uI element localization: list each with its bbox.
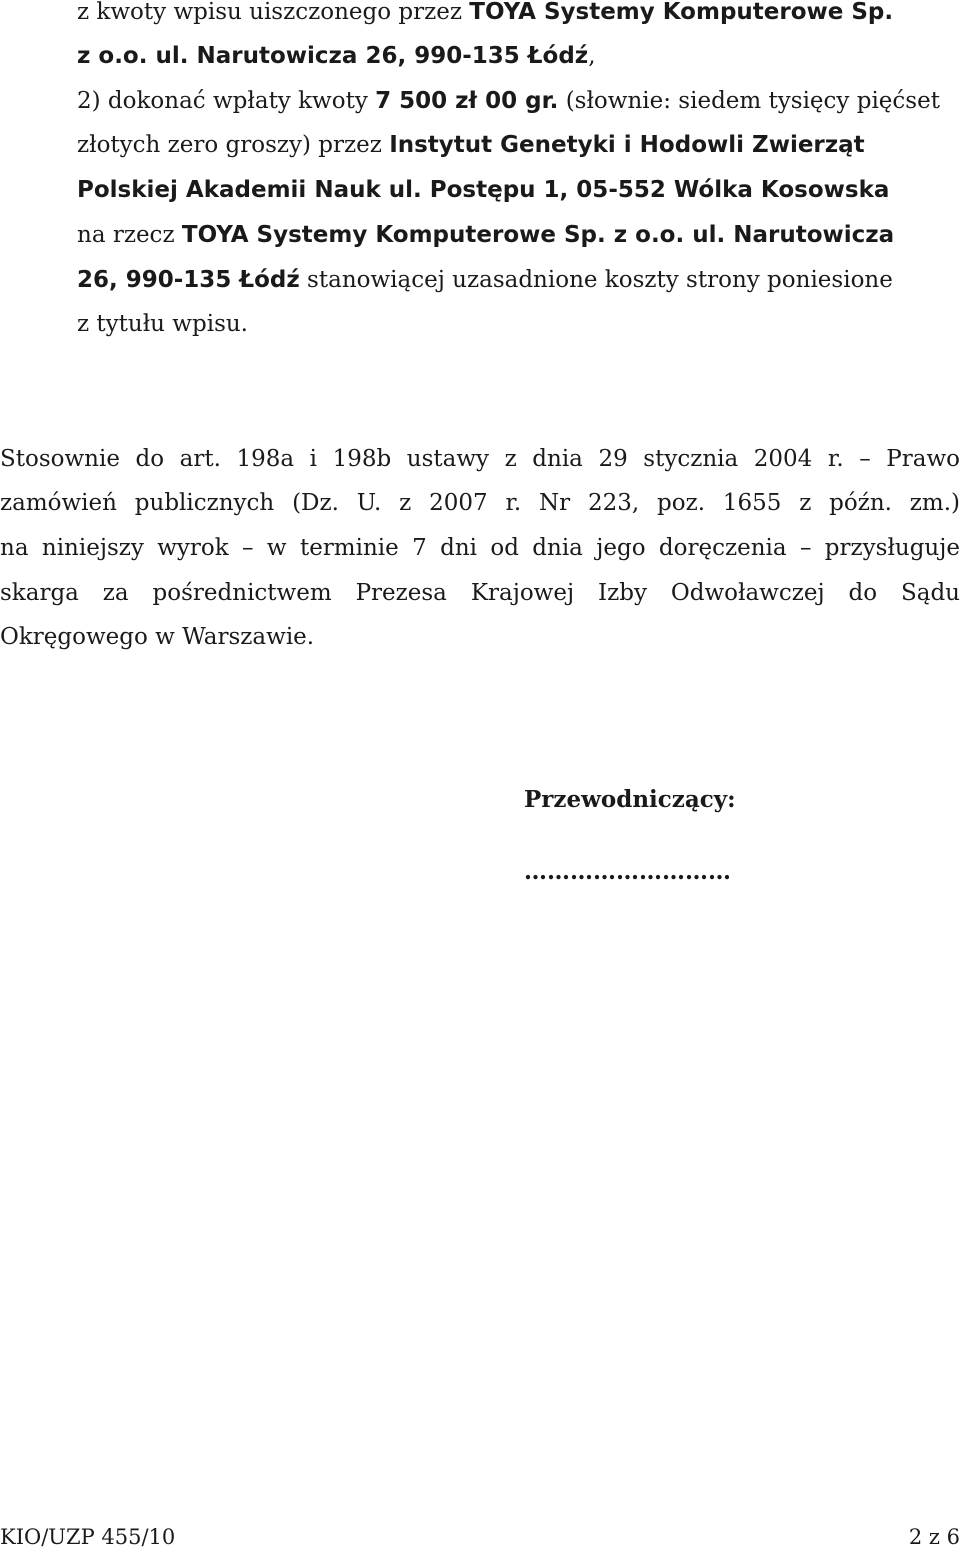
text-line: Stosownie do art. 198a i 198b ustawy z dnia 29 stycznia 2004 r. – Prawo [0, 446, 960, 472]
text-line: skarga za pośrednictwem Prezesa Krajowej Izby Odwoławczej do Sądu [0, 580, 960, 606]
company-name: TOYA Systemy Komputerowe Sp. [469, 0, 894, 25]
text-span: z tytułu wpisu. [77, 311, 248, 337]
text-line: na niniejszy wyrok – w terminie 7 dni od dnia jego doręczenia – przysługuje [0, 535, 960, 561]
institute-name: Instytut Genetyki i Hodowli Zwierząt [389, 132, 865, 158]
text-span: 2) dokonać wpłaty kwoty [77, 88, 376, 114]
text-line [77, 309, 248, 339]
text-line [77, 86, 940, 116]
text-line [77, 220, 894, 250]
text-line [77, 130, 865, 160]
case-number: KIO/UZP 455/10 [0, 1525, 176, 1549]
signature-line: ……………………… [524, 858, 731, 885]
text-line [77, 41, 596, 71]
text-line [77, 175, 889, 205]
text-span: , [588, 43, 596, 69]
company-address: 26, 990-135 Łódź [77, 267, 300, 293]
text-line [77, 265, 893, 295]
text-span: złotych zero groszy) przez [77, 132, 390, 158]
text-line [77, 0, 893, 27]
text-span: z kwoty wpisu uiszczonego przez [77, 0, 470, 25]
page-number: 2 z 6 [908, 1525, 960, 1549]
amount: 7 500 zł 00 gr. [375, 88, 559, 114]
institute-address: Polskiej Akademii Nauk ul. Postępu 1, 05-552 Wólka Kosowska [77, 177, 890, 203]
company-name: TOYA Systemy Komputerowe Sp. z o.o. ul. Narutowicza [181, 222, 895, 248]
text-line: zamówień publicznych (Dz. U. z 2007 r. Nr 223, poz. 1655 z późn. zm.) [0, 490, 960, 516]
text-span: (słownie: siedem tysięcy pięćset [558, 88, 940, 114]
signature-label: Przewodniczący: [524, 786, 736, 813]
text-line: Okręgowego w Warszawie. [0, 624, 315, 650]
text-span: stanowiącej uzasadnione koszty strony poniesione [299, 267, 893, 293]
company-address: z o.o. ul. Narutowicza 26, 990-135 Łódź [77, 43, 589, 69]
text-span: na rzecz [77, 222, 182, 248]
